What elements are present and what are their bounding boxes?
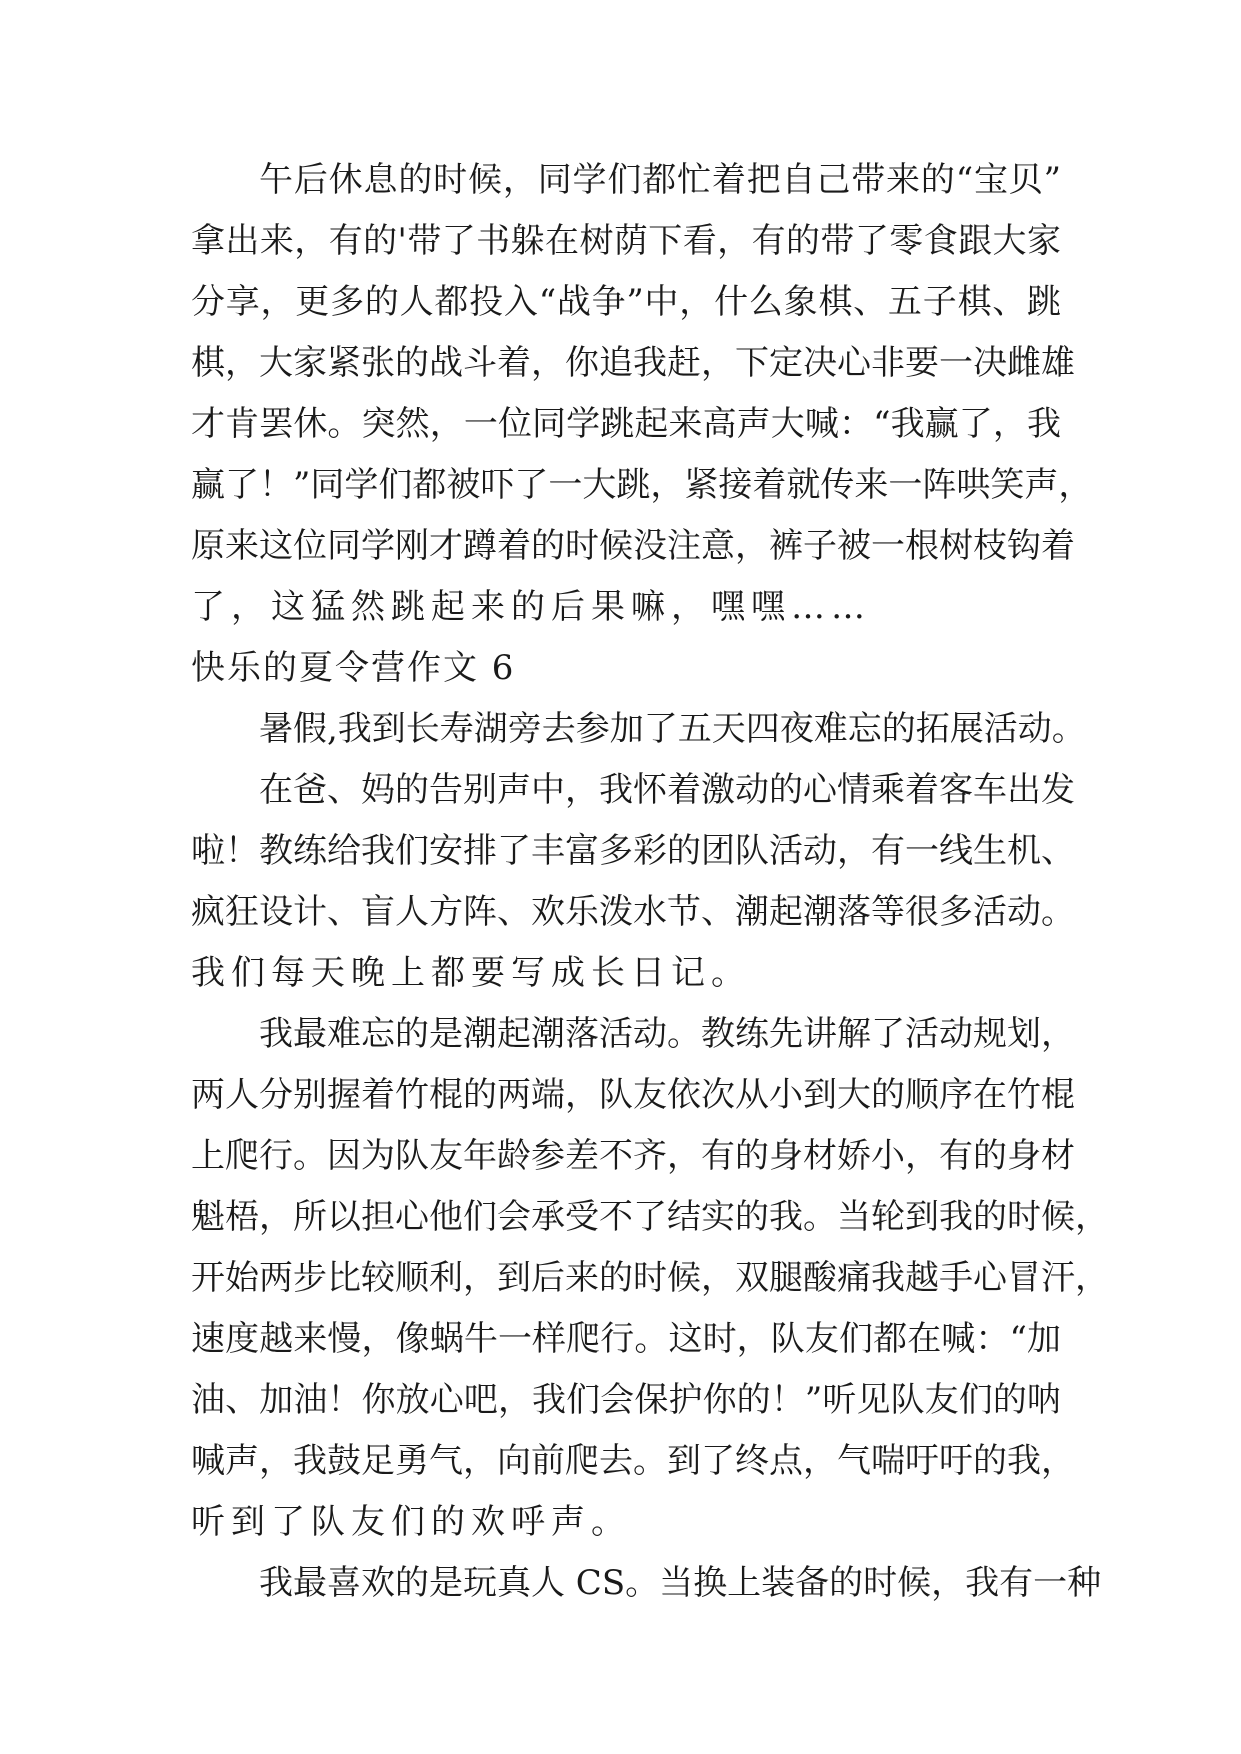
paragraph-line: 棋，大家紧张的战斗着，你追我赶，下定决心非要一决雌雄 xyxy=(191,343,1075,383)
paragraph-line: 分享，更多的人都投入“战争”中，什么象棋、五子棋、跳 xyxy=(191,282,1061,322)
paragraph-line: 开始两步比较顺利，到后来的时候，双腿酸痛我越手心冒汗， xyxy=(191,1258,1109,1298)
paragraph-line: 赢了！”同学们都被吓了一大跳，紧接着就传来一阵哄笑声， xyxy=(191,465,1093,505)
paragraph-line: 疯狂设计、盲人方阵、欢乐泼水节、潮起潮落等很多活动。 xyxy=(191,892,1075,932)
paragraph-line: 拿出来，有的'带了书躲在树荫下看，有的带了零食跟大家 xyxy=(191,221,1061,261)
paragraph-line: 午后休息的时候，同学们都忙着把自己带来的“宝贝” xyxy=(259,160,1061,200)
paragraph-line: 魁梧，所以担心他们会承受不了结实的我。当轮到我的时候， xyxy=(191,1197,1109,1237)
paragraph-line: 喊声，我鼓足勇气，向前爬去。到了终点，气喘吁吁的我， xyxy=(191,1441,1075,1481)
paragraph-line: 听到了队友们的欢呼声。 xyxy=(191,1502,631,1542)
paragraph-line: 我们每天晚上都要写成长日记。 xyxy=(191,953,751,993)
paragraph-line: 啦！教练给我们安排了丰富多彩的团队活动，有一线生机、 xyxy=(191,831,1075,871)
section-heading: 快乐的夏令营作文 6 xyxy=(191,648,516,688)
paragraph-line: 在爸、妈的告别声中，我怀着激动的心情乘着客车出发 xyxy=(259,770,1075,810)
paragraph-line: 原来这位同学刚才蹲着的时候没注意，裤子被一根树枝钩着 xyxy=(191,526,1075,566)
paragraph-line: 我最喜欢的是玩真人 CS。当换上装备的时候，我有一种 xyxy=(259,1563,1102,1603)
paragraph-line: 上爬行。因为队友年龄参差不齐，有的身材娇小，有的身材 xyxy=(191,1136,1075,1176)
paragraph-line: 油、加油！你放心吧，我们会保护你的！”听见队友们的呐 xyxy=(191,1380,1061,1420)
paragraph-line: 速度越来慢，像蜗牛一样爬行。这时，队友们都在喊：“加 xyxy=(191,1319,1061,1359)
paragraph-line: 了，这猛然跳起来的后果嘛，嘿嘿…… xyxy=(191,587,871,627)
document-page xyxy=(191,150,1109,1614)
paragraph-line: 暑假,我到长寿湖旁去参加了五天四夜难忘的拓展活动。 xyxy=(259,709,1086,749)
paragraph-line: 才肯罢休。突然，一位同学跳起来高声大喊：“我赢了，我 xyxy=(191,404,1061,444)
paragraph-line: 我最难忘的是潮起潮落活动。教练先讲解了活动规划， xyxy=(259,1014,1075,1054)
paragraph-line: 两人分别握着竹棍的两端，队友依次从小到大的顺序在竹棍 xyxy=(191,1075,1075,1115)
